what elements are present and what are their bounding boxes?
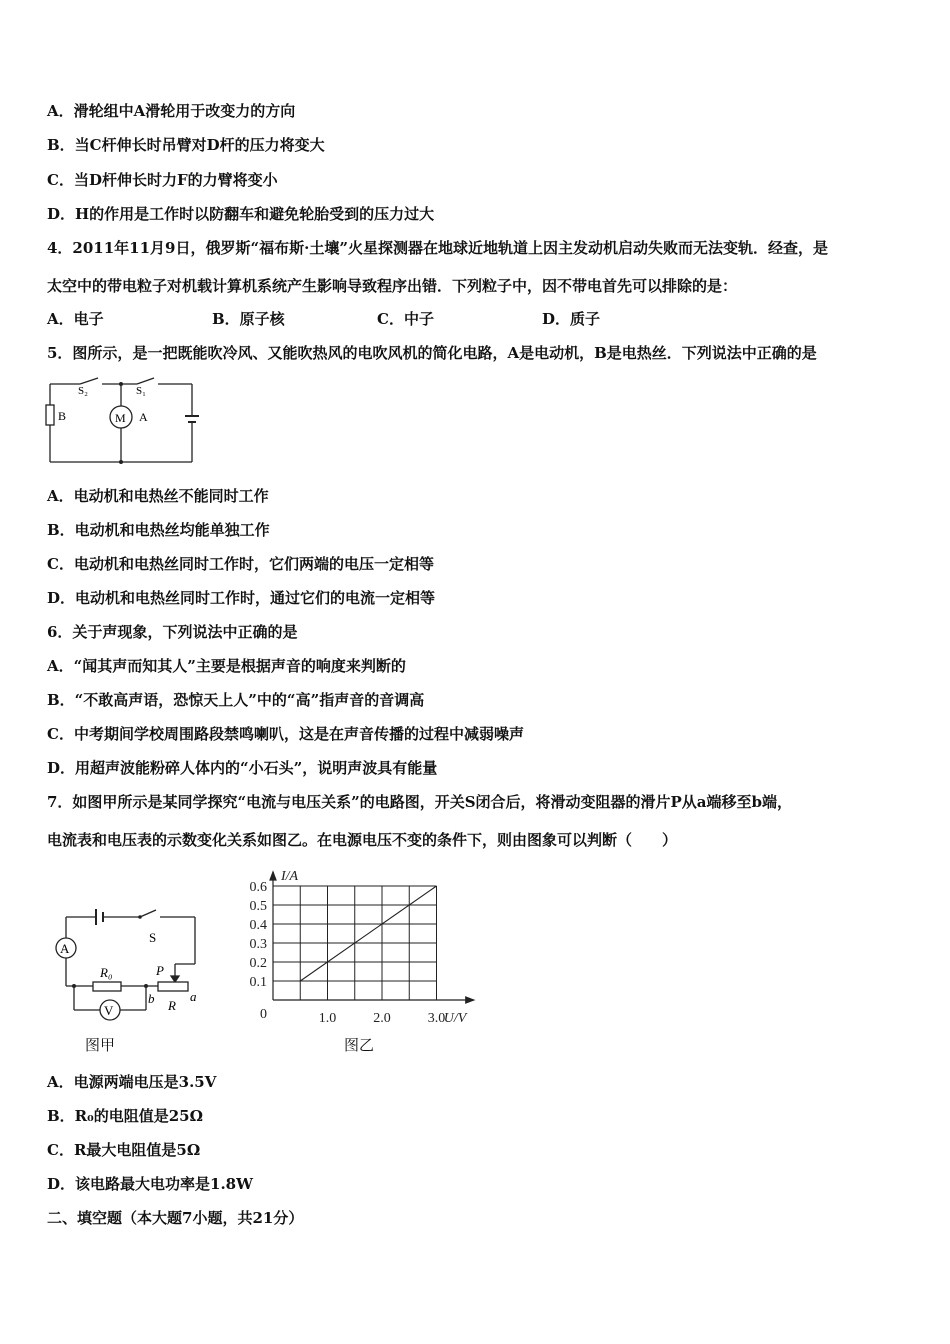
q6-option-d: D．用超声波能粉碎人体内的“小石头”，说明声波具有能量 — [47, 759, 438, 777]
q5-fig-b: B — [58, 409, 67, 423]
q7-stem-line2: 电流表和电压表的示数变化关系如图乙。在电源电压不变的条件下，则由图象可以判断（ ） — [47, 831, 678, 849]
q5-fig-m: M — [115, 411, 126, 425]
q7-option-c: C．R最大电阻值是5Ω — [47, 1141, 201, 1159]
series-line — [300, 886, 436, 981]
y-tick-label: 0.4 — [249, 918, 267, 933]
q5-fig-s2: S₂ — [78, 385, 88, 397]
q7-fig-b-label: b — [148, 991, 155, 1006]
y-tick-label: 0.2 — [249, 956, 267, 971]
q6-option-b: B．“不敢高声语，恐惊天上人”中的“高”指声音的音调高 — [47, 691, 425, 709]
section2-title: 二、填空题（本大题7小题，共21分） — [47, 1209, 304, 1227]
q5-fig-a: A — [139, 410, 148, 424]
q7-fig-r-label: R — [168, 998, 176, 1013]
q7-circuit-figure — [48, 900, 218, 1030]
x-axis-arrow — [466, 997, 474, 1003]
q7-option-b: B．R₀的电阻值是25Ω — [47, 1107, 203, 1125]
q7-fig-switch-label: S — [149, 930, 157, 945]
q7-fig-b-caption: 图乙 — [344, 1036, 375, 1054]
q3-option-c: C．当D杆伸长时力F的力臂将变小 — [47, 171, 278, 189]
q4-stem-line1: 4．2011年11月9日，俄罗斯“福布斯·土壤”火星探测器在地球近地轨道上因主发动机启动失败而无法变轨．经查，是 — [47, 239, 828, 257]
y-tick-label: 0.6 — [249, 880, 267, 895]
q5-option-b: B．电动机和电热丝均能单独工作 — [47, 521, 270, 539]
q6-option-a: A．“闻其声而知其人”主要是根据声音的响度来判断的 — [47, 657, 406, 675]
origin-label: 0 — [260, 1007, 267, 1022]
q4-option-d: D．质子 — [542, 310, 601, 328]
q5-option-c: C．电动机和电热丝同时工作时，它们两端的电压一定相等 — [47, 555, 434, 573]
q7-iu-chart — [236, 855, 498, 1030]
q5-option-d: D．电动机和电热丝同时工作时，通过它们的电流一定相等 — [47, 589, 436, 607]
q7-fig-p-label: P — [156, 963, 164, 978]
q5-fig-s1: S₁ — [136, 385, 146, 397]
q4-stem-line2: 太空中的带电粒子对机载计算机系统产生影响导致程序出错．下列粒子中，因不带电首先可以排除的是： — [47, 277, 738, 295]
x-tick-label: 3.0 — [427, 1011, 446, 1026]
q6-option-c: C．中考期间学校周围路段禁鸣喇叭，这是在声音传播的过程中减弱噪声 — [47, 725, 524, 743]
q7-fig-voltmeter-label: V — [104, 1003, 114, 1018]
q5-stem: 5．图所示，是一把既能吹冷风、又能吹热风的电吹风机的简化电路，A是电动机，B是电热丝．下列说法中正确的是 — [47, 344, 817, 362]
q4-option-c: C．中子 — [377, 310, 434, 328]
q4-option-a: A．电子 — [47, 310, 104, 328]
y-axis-arrow — [270, 872, 276, 880]
q3-option-d: D．H的作用是工作时以防翻车和避免轮胎受到的压力过大 — [47, 205, 435, 223]
y-tick-label: 0.1 — [249, 975, 267, 990]
q5-option-a: A．电动机和电热丝不能同时工作 — [47, 487, 269, 505]
x-tick-label: 1.0 — [318, 1011, 337, 1026]
q7-stem-line1: 7．如图甲所示是某同学探究“电流与电压关系”的电路图，开关S闭合后，将滑动变阻器的滑片P从a端移至b端， — [47, 793, 793, 811]
q5-circuit-figure — [40, 372, 210, 470]
y-tick-label: 0.5 — [249, 899, 267, 914]
q7-option-d: D．该电路最大电功率是1.8W — [47, 1175, 253, 1193]
q7-fig-ammeter-label: A — [60, 941, 70, 956]
q3-option-a: A．滑轮组中A滑轮用于改变力的方向 — [47, 102, 296, 120]
q4-option-b: B．原子核 — [212, 310, 285, 328]
q7-fig-a-label: a — [190, 989, 197, 1004]
x-axis-label: U/V — [443, 1011, 467, 1026]
q7-fig-a-caption: 图甲 — [85, 1036, 116, 1054]
y-axis-label: I/A — [281, 869, 299, 884]
q6-stem: 6．关于声现象，下列说法中正确的是 — [47, 623, 298, 641]
q7-fig-r0-label: R₀ — [100, 965, 113, 980]
y-tick-label: 0.3 — [249, 937, 267, 952]
q3-option-b: B．当C杆伸长时吊臂对D杆的压力将变大 — [47, 136, 325, 154]
q7-option-a: A．电源两端电压是3.5V — [47, 1073, 217, 1091]
x-tick-label: 2.0 — [373, 1011, 391, 1026]
